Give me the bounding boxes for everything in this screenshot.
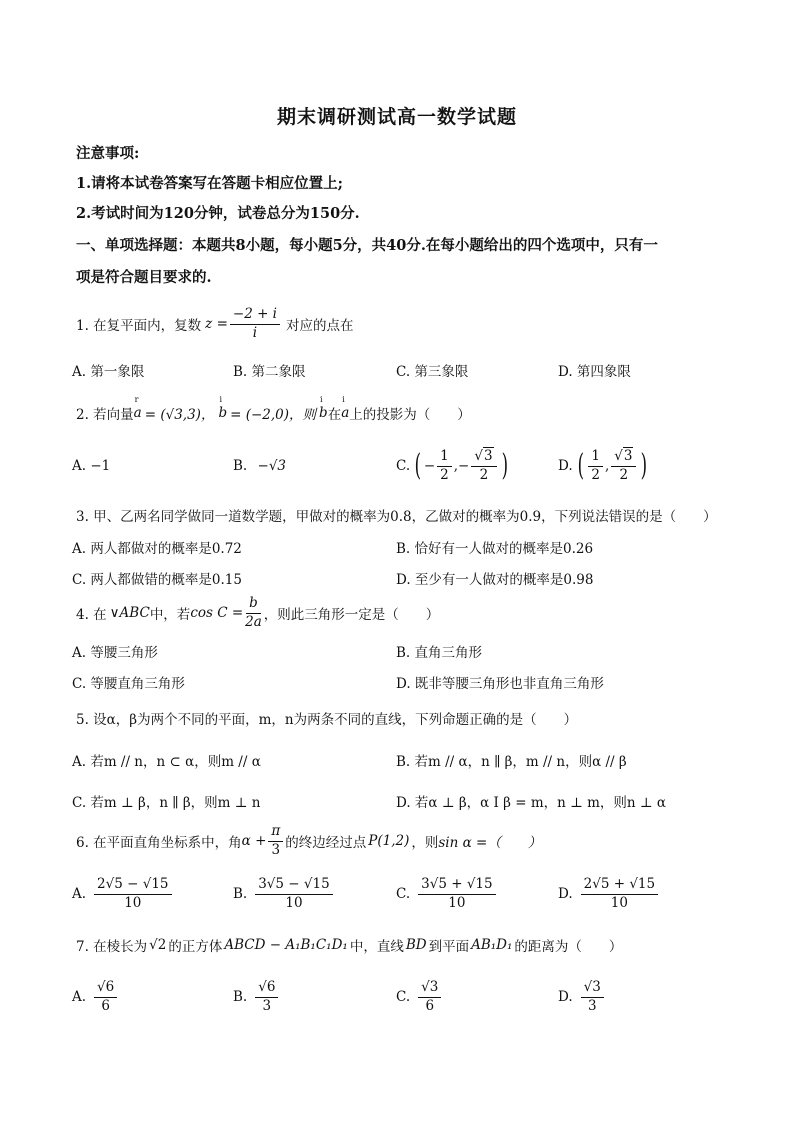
q7-option-a[interactable] bbox=[72, 975, 119, 1019]
q7-option-c-label: C. bbox=[396, 989, 411, 1005]
q6-option-d-den: 10 bbox=[610, 894, 628, 911]
q7-option-d[interactable] bbox=[558, 975, 606, 1019]
q1-denominator: i bbox=[252, 324, 258, 341]
q7-option-c-den: 6 bbox=[425, 997, 435, 1014]
q6-option-b-label: B. bbox=[233, 886, 248, 902]
q3-option-c[interactable]: C. 两人都做错的概率是0.15 bbox=[72, 572, 242, 588]
q6-alpha: α + bbox=[241, 833, 267, 849]
q6-option-a-num: 2√5 − √15 bbox=[94, 877, 171, 895]
q6-sin: sin α =（ ） bbox=[438, 835, 542, 851]
q4-option-b[interactable]: B. 直角三角形 bbox=[396, 645, 483, 661]
q7-option-a-den: 6 bbox=[101, 997, 110, 1014]
section-heading-line1: 一、单项选择题：本题共8小题，每小题5分，共40分.在每小题给出的四个选项中，只有一 bbox=[76, 237, 658, 254]
q6-suffix: ，则 bbox=[411, 835, 439, 851]
q7-prefix: 7. 在棱长为 bbox=[76, 939, 148, 955]
notice-heading: 注意事项: bbox=[76, 145, 140, 162]
q7-option-b-num: √6 bbox=[255, 980, 278, 998]
q1-numerator: −2 + i bbox=[230, 307, 280, 325]
question-3-stem: 3. 甲、乙两名同学做同一道数学题，甲做对的概率为0.8，乙做对的概率为0.9，下列说法错误的是（ ） bbox=[76, 509, 717, 525]
q7-option-b-label: B. bbox=[233, 989, 248, 1005]
q4-mid: 中，若 bbox=[149, 607, 191, 623]
q3-option-b[interactable]: B. 恰好有一人做对的概率是0.26 bbox=[396, 541, 594, 557]
q4-option-c[interactable]: C. 等腰直角三角形 bbox=[72, 676, 185, 692]
q1-fraction bbox=[230, 307, 280, 341]
q6-prefix: 6. 在平面直角坐标系中，角 bbox=[76, 835, 242, 851]
q7-edge: √2 bbox=[149, 937, 167, 953]
q6-option-a[interactable] bbox=[72, 872, 174, 916]
q5-option-a[interactable]: A. 若m // n，n ⊂ α，则m // α bbox=[72, 754, 261, 770]
q7-option-d-num: √3 bbox=[581, 980, 604, 998]
q4-cos: cos C = bbox=[190, 605, 244, 621]
notice-item-2: 2.考试时间为120分钟，试卷总分为150分. bbox=[76, 205, 360, 222]
question-5-stem: 5. 设α，β为两个不同的平面，m，n为两条不同的直线，下列命题正确的是（ ） bbox=[76, 712, 578, 728]
question-6-stem bbox=[76, 820, 541, 862]
q4-prefix: 4. 在 bbox=[76, 607, 107, 623]
q1-option-a[interactable]: A. 第一象限 bbox=[72, 364, 145, 380]
q1-option-b[interactable]: B. 第二象限 bbox=[233, 364, 306, 380]
q4-denominator: 2a bbox=[245, 613, 262, 630]
q2-option-d[interactable]: D. ( $\frac{1}{2}$ , $\frac{√3}{2}$ ) bbox=[558, 447, 648, 483]
q6-option-d-num: 2√5 + √15 bbox=[581, 877, 658, 895]
q2-vector-a-ref: i a bbox=[341, 395, 350, 421]
q7-cube: ABCD − A₁B₁C₁D₁ bbox=[224, 937, 348, 953]
q7-option-d-den: 3 bbox=[587, 997, 597, 1014]
question-1-stem bbox=[76, 302, 354, 346]
q2-a-value: = (√3,3)， bbox=[144, 407, 215, 423]
q1-option-c[interactable]: C. 第三象限 bbox=[396, 364, 469, 380]
notice-item-1: 1.请将本试卷答案写在答题卡相应位置上; bbox=[76, 175, 343, 192]
section-heading-line2: 项是符合题目要求的. bbox=[76, 269, 212, 286]
q7-mid2: 中，直线 bbox=[349, 939, 404, 955]
q1-suffix: 对应的点在 bbox=[286, 318, 354, 334]
q7-option-c-num: √3 bbox=[418, 980, 441, 998]
q4-option-a[interactable]: A. 等腰三角形 bbox=[72, 645, 158, 661]
q3-option-a[interactable]: A. 两人都做对的概率是0.72 bbox=[72, 541, 242, 557]
q5-option-d[interactable]: D. 若α ⊥ β，α I β = m，n ⊥ m，则n ⊥ α bbox=[396, 795, 667, 811]
q2-suffix: 上的投影为（ ） bbox=[349, 407, 471, 423]
q6-option-b-num: 3√5 − √15 bbox=[255, 877, 332, 895]
q7-mid3: 到平面 bbox=[428, 939, 470, 955]
q2-prefix: 2. 若向量 bbox=[76, 407, 134, 423]
q2-vector-b-ref: i b bbox=[319, 395, 328, 421]
q7-option-d-label: D. bbox=[558, 989, 573, 1005]
q2-option-a[interactable]: A. −1 bbox=[72, 458, 111, 474]
question-7-stem bbox=[76, 933, 622, 957]
q4-option-d[interactable]: D. 既非等腰三角形也非直角三角形 bbox=[396, 676, 604, 692]
q7-option-c[interactable] bbox=[396, 975, 443, 1019]
q2-option-c-label: C. bbox=[396, 458, 411, 474]
page-title: 期末调研测试高一数学试题 bbox=[276, 106, 517, 128]
q6-option-d[interactable] bbox=[558, 872, 660, 916]
q2-option-d-label: D. bbox=[558, 458, 573, 474]
q4-triangle: ∨ABC bbox=[109, 605, 150, 621]
q6-option-c-label: C. bbox=[396, 886, 411, 902]
q6-option-a-den: 10 bbox=[124, 894, 142, 911]
q1-prefix: 1. 在复平面内，复数 bbox=[76, 318, 202, 334]
q6-option-c-num: 3√5 + √15 bbox=[418, 877, 495, 895]
q7-bd: BD bbox=[405, 937, 427, 953]
q2-vector-b: i b bbox=[218, 395, 228, 421]
question-4-stem bbox=[76, 592, 439, 634]
q7-suffix: 的距离为（ ） bbox=[514, 939, 623, 955]
q6-point: P(1,2) bbox=[368, 833, 410, 849]
q7-option-b-den: 3 bbox=[262, 997, 272, 1014]
q6-mid: 的终边经过点 bbox=[285, 835, 367, 851]
q3-option-d[interactable]: D. 至少有一人做对的概率是0.98 bbox=[396, 572, 594, 588]
q6-option-c[interactable] bbox=[396, 872, 498, 916]
question-2-stem bbox=[76, 395, 471, 426]
q2-vector-a: r a bbox=[133, 395, 142, 421]
q5-option-b[interactable]: B. 若m // α，n ∥ β，m // n，则α // β bbox=[396, 754, 627, 770]
q7-option-a-label: A. bbox=[72, 989, 87, 1005]
q2-option-b-value: −√3 bbox=[257, 458, 287, 474]
q7-plane: AB₁D₁ bbox=[471, 937, 513, 953]
q6-pi: π bbox=[268, 824, 283, 842]
q4-suffix: ，则此三角形一定是（ ） bbox=[263, 607, 440, 623]
q2-b-value: = (−2,0)，则 bbox=[230, 407, 317, 423]
q2-option-b-label: B. bbox=[233, 458, 248, 474]
q2-option-c[interactable]: C. ( − $\frac{1}{2}$ ,− $\frac{√3}{2}$ ) bbox=[396, 447, 508, 483]
q6-three: 3 bbox=[271, 841, 281, 858]
q4-numerator: b bbox=[246, 596, 261, 614]
q6-option-a-label: A. bbox=[72, 886, 87, 902]
q7-option-a-num: √6 bbox=[94, 980, 117, 998]
q4-fraction bbox=[245, 596, 262, 630]
q1-z: z = bbox=[205, 316, 228, 332]
q6-option-b-den: 10 bbox=[285, 894, 303, 911]
q5-option-c[interactable]: C. 若m ⊥ β，n ∥ β，则m ⊥ n bbox=[72, 795, 261, 811]
q6-option-b[interactable] bbox=[233, 872, 335, 916]
q1-option-d[interactable]: D. 第四象限 bbox=[558, 364, 631, 380]
q2-option-b[interactable] bbox=[233, 458, 286, 474]
q7-option-b[interactable] bbox=[233, 975, 280, 1019]
q6-option-d-label: D. bbox=[558, 886, 573, 902]
q7-mid1: 的正方体 bbox=[168, 939, 223, 955]
q6-option-c-den: 10 bbox=[448, 894, 466, 911]
q2-mid: 在 bbox=[327, 407, 342, 423]
q6-fraction bbox=[268, 824, 283, 858]
